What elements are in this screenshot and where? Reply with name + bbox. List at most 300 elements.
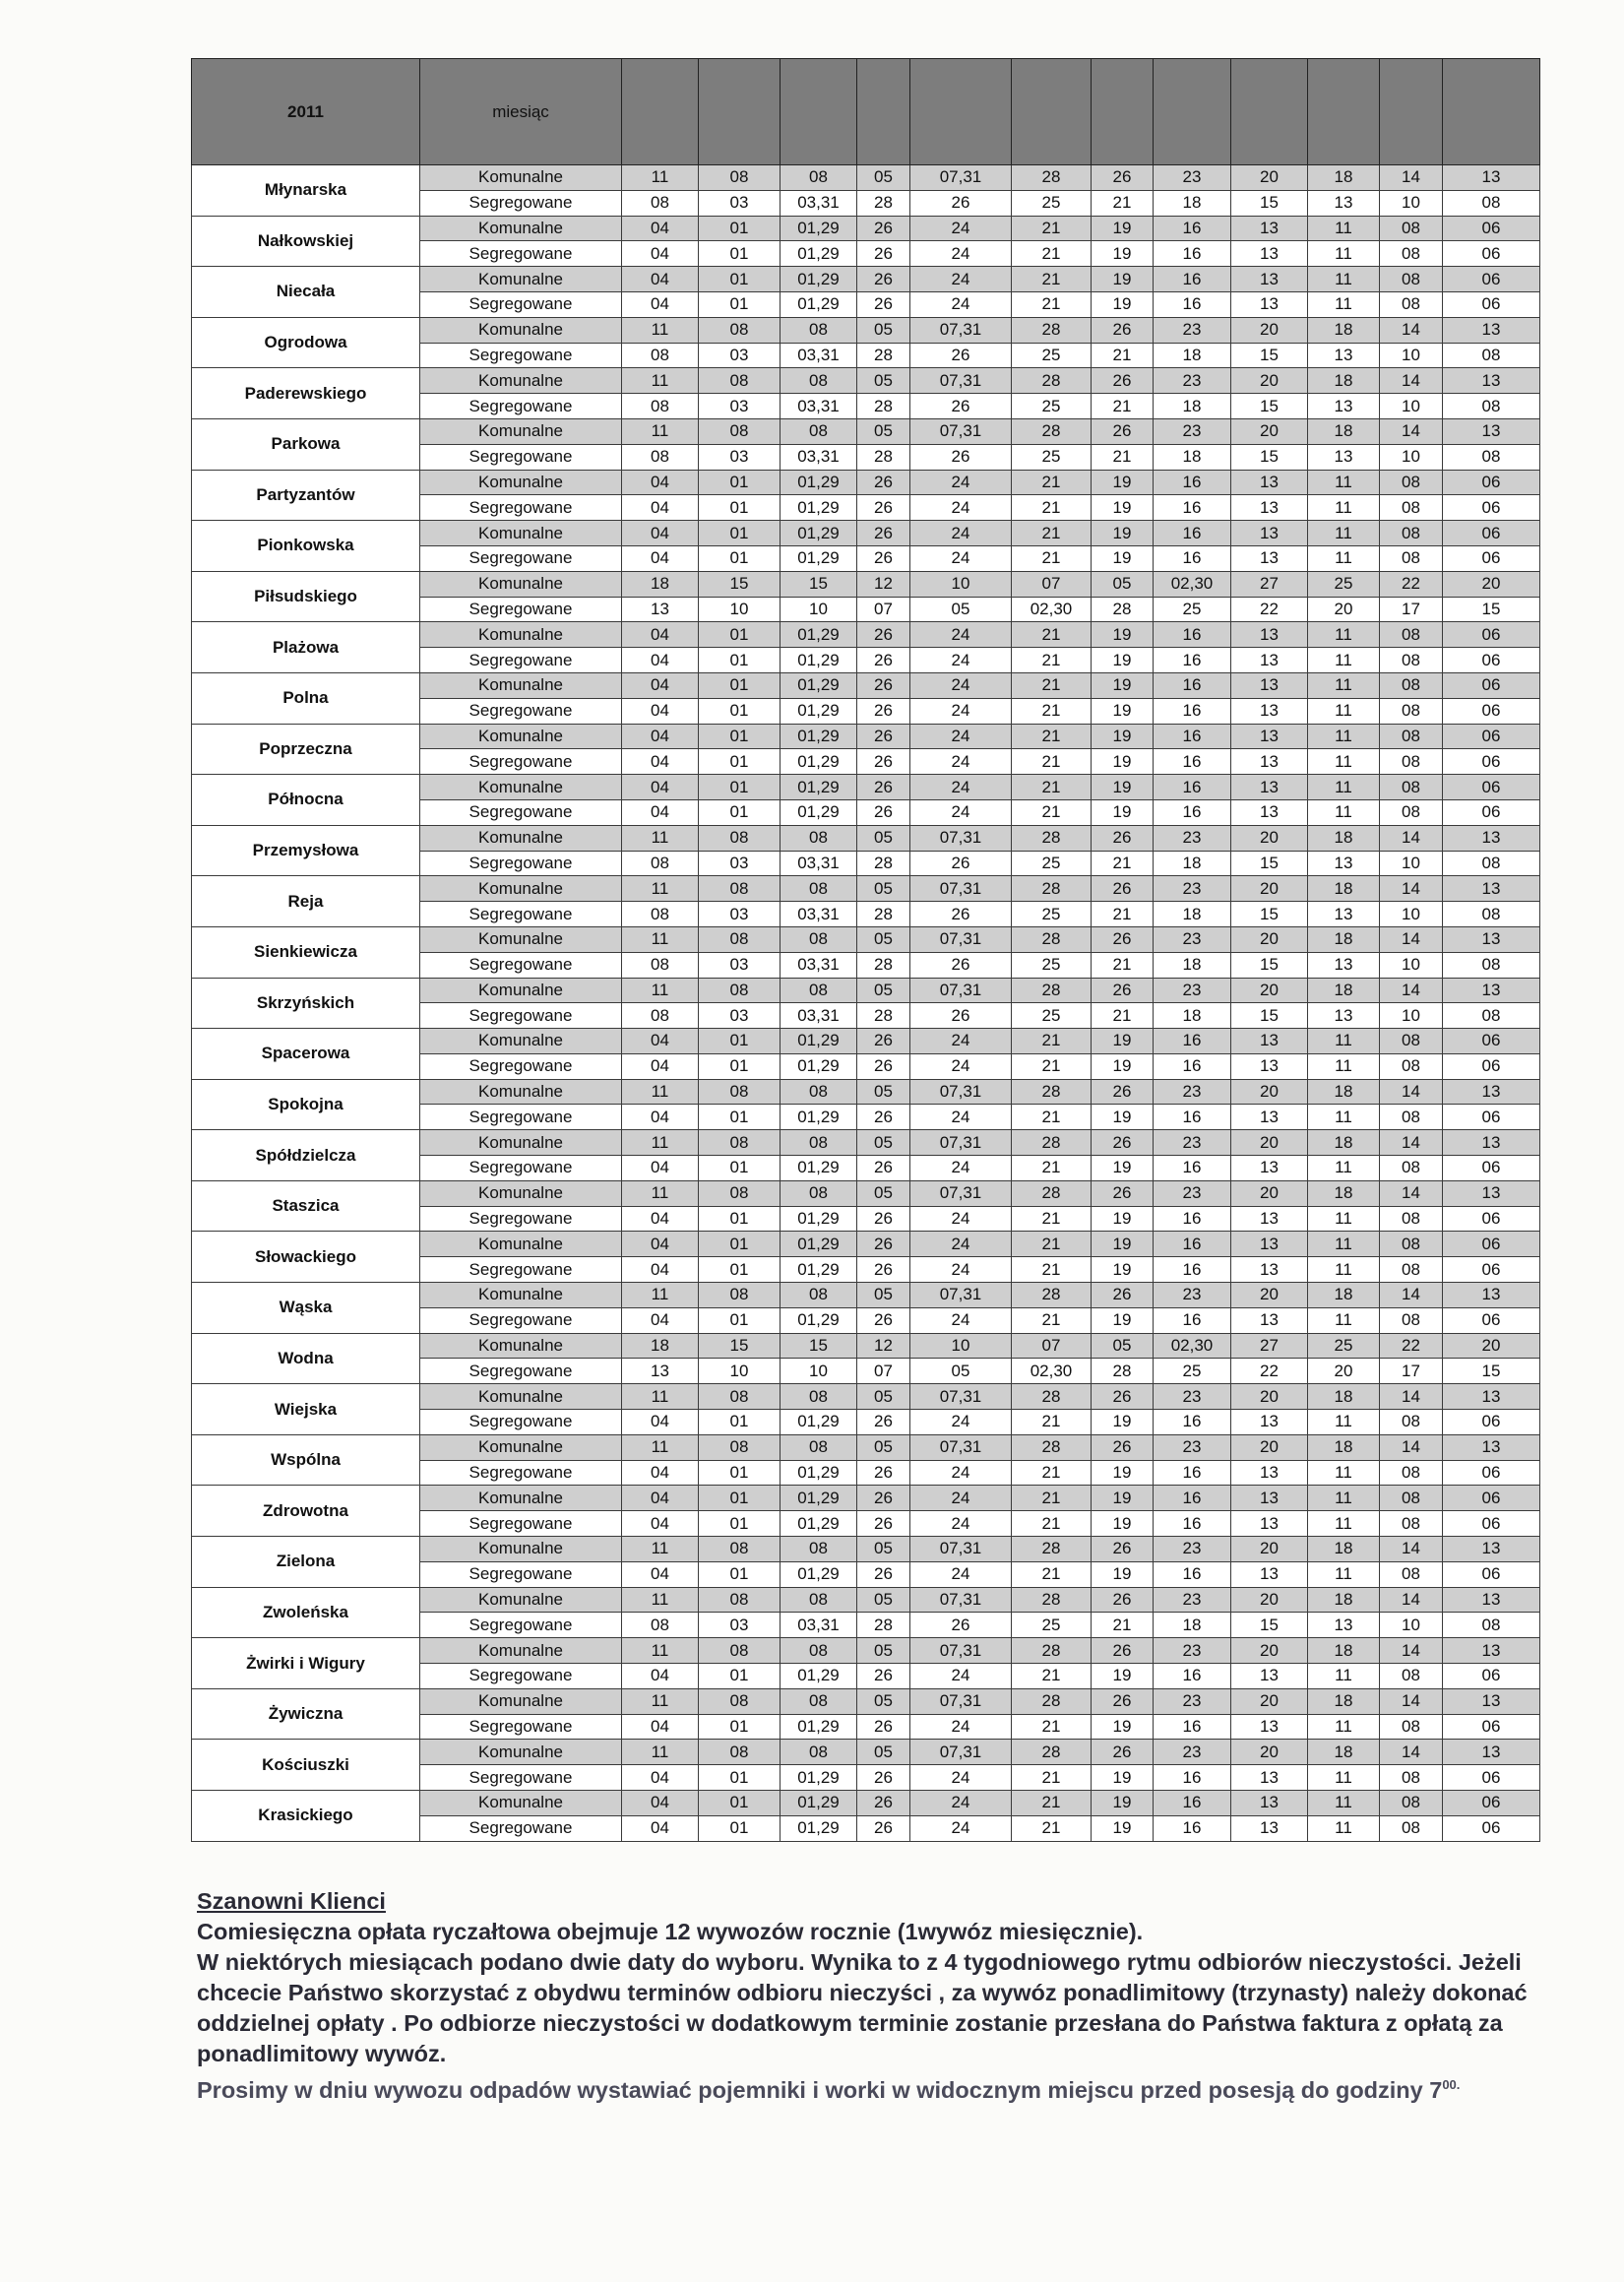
date-cell: 04 [622,495,699,521]
date-cell: 07,31 [910,825,1012,851]
date-cell: 18 [1308,978,1380,1003]
date-cell: 07,31 [910,1587,1012,1613]
month-header-cell [781,59,857,165]
type-komunalne: Komunalne [420,571,622,597]
date-cell: 23 [1154,1130,1231,1156]
date-cell: 07,31 [910,1180,1012,1206]
type-segregowane: Segregowane [420,1053,622,1079]
date-cell: 11 [1308,648,1380,673]
date-cell: 06 [1443,545,1540,571]
date-cell: 21 [1012,521,1092,546]
date-cell: 26 [910,394,1012,419]
date-cell: 13 [1443,1130,1540,1156]
date-cell: 08 [699,165,781,191]
date-cell: 24 [910,1105,1012,1130]
date-cell: 05 [857,1079,910,1105]
date-cell: 18 [1308,926,1380,952]
date-cell: 16 [1154,648,1231,673]
month-header-cell [1443,59,1540,165]
date-cell: 01,29 [781,799,857,825]
date-cell: 13 [1231,1765,1308,1791]
date-cell: 18 [1308,418,1380,444]
date-cell: 01,29 [781,545,857,571]
date-cell: 01,29 [781,1791,857,1816]
date-cell: 04 [622,545,699,571]
date-cell: 04 [622,775,699,800]
date-cell: 21 [1012,1232,1092,1257]
date-cell: 06 [1443,1156,1540,1181]
table-body [192,59,1540,1842]
date-cell: 28 [857,444,910,470]
date-cell: 26 [1092,1079,1154,1105]
date-cell: 26 [910,1613,1012,1638]
date-cell: 13 [1308,190,1380,216]
date-cell: 20 [1231,876,1308,902]
date-cell: 28 [1012,1384,1092,1410]
date-cell: 04 [622,1791,699,1816]
date-cell: 01 [699,1257,781,1283]
date-cell: 22 [1231,1359,1308,1384]
date-cell: 28 [1012,926,1092,952]
date-cell: 08 [1380,1257,1443,1283]
date-cell: 04 [622,1486,699,1511]
date-cell: 26 [857,1307,910,1333]
date-cell: 28 [1012,1434,1092,1460]
date-cell: 01 [699,724,781,749]
date-cell: 20 [1231,1180,1308,1206]
date-cell: 07,31 [910,926,1012,952]
date-cell: 02,30 [1012,1359,1092,1384]
date-cell: 15 [1231,1003,1308,1029]
date-cell: 01,29 [781,1765,857,1791]
date-cell: 13 [1231,749,1308,775]
date-cell: 20 [1308,597,1380,622]
date-cell: 24 [910,470,1012,495]
date-cell: 14 [1380,418,1443,444]
date-cell: 23 [1154,165,1231,191]
date-cell: 24 [910,241,1012,267]
date-cell: 03 [699,952,781,978]
date-cell: 06 [1443,1410,1540,1435]
date-cell: 08 [622,851,699,876]
date-cell: 13 [1443,876,1540,902]
date-cell: 21 [1012,799,1092,825]
date-cell: 11 [1308,1664,1380,1689]
date-cell: 04 [622,1257,699,1283]
date-cell: 26 [1092,1688,1154,1714]
date-cell: 24 [910,1460,1012,1486]
date-cell: 24 [910,1307,1012,1333]
street-name: Piłsudskiego [192,571,420,622]
type-komunalne: Komunalne [420,1130,622,1156]
date-cell: 24 [910,267,1012,292]
date-cell: 04 [622,291,699,317]
date-cell: 08 [699,317,781,343]
date-cell: 08 [699,926,781,952]
street-name: Sienkiewicza [192,926,420,978]
date-cell: 01 [699,1765,781,1791]
date-cell: 08 [1380,216,1443,241]
date-cell: 08 [781,978,857,1003]
date-cell: 26 [910,343,1012,368]
date-cell: 05 [1092,1333,1154,1359]
date-cell: 28 [1012,1180,1092,1206]
date-cell: 07 [857,597,910,622]
date-cell: 28 [1012,1688,1092,1714]
date-cell: 04 [622,1460,699,1486]
date-cell: 26 [857,1714,910,1740]
date-cell: 22 [1231,597,1308,622]
table-row [192,1638,1540,1664]
date-cell: 06 [1443,698,1540,724]
type-komunalne: Komunalne [420,978,622,1003]
date-cell: 21 [1012,1815,1092,1841]
table-row [192,825,1540,851]
date-cell: 07,31 [910,1688,1012,1714]
date-cell: 13 [1231,241,1308,267]
date-cell: 17 [1380,597,1443,622]
date-cell: 26 [857,1053,910,1079]
date-cell: 26 [857,1486,910,1511]
date-cell: 19 [1092,521,1154,546]
date-cell: 13 [1443,165,1540,191]
table-row [192,216,1540,241]
street-name: Kościuszki [192,1740,420,1791]
date-cell: 11 [1308,545,1380,571]
date-cell: 19 [1092,470,1154,495]
date-cell: 07,31 [910,1638,1012,1664]
date-cell: 14 [1380,1688,1443,1714]
date-cell: 19 [1092,1486,1154,1511]
date-cell: 23 [1154,1740,1231,1765]
date-cell: 11 [622,926,699,952]
date-cell: 01,29 [781,1561,857,1587]
date-cell: 16 [1154,1053,1231,1079]
date-cell: 10 [910,1333,1012,1359]
date-cell: 10 [1380,1003,1443,1029]
date-cell: 14 [1380,1740,1443,1765]
date-cell: 01,29 [781,1511,857,1537]
date-cell: 21 [1012,698,1092,724]
date-cell: 08 [1443,902,1540,927]
type-komunalne: Komunalne [420,1638,622,1664]
table-row [192,1130,1540,1156]
date-cell: 08 [781,1638,857,1664]
type-segregowane: Segregowane [420,545,622,571]
date-cell: 23 [1154,1079,1231,1105]
date-cell: 13 [1231,1460,1308,1486]
type-segregowane: Segregowane [420,1307,622,1333]
date-cell: 13 [1231,1511,1308,1537]
date-cell: 11 [1308,672,1380,698]
date-cell: 06 [1443,749,1540,775]
date-cell: 13 [1231,216,1308,241]
date-cell: 01 [699,749,781,775]
date-cell: 01 [699,495,781,521]
date-cell: 19 [1092,799,1154,825]
date-cell: 19 [1092,216,1154,241]
date-cell: 11 [622,1638,699,1664]
date-cell: 08 [1380,1664,1443,1689]
date-cell: 08 [1443,343,1540,368]
date-cell: 13 [1443,1283,1540,1308]
date-cell: 26 [857,495,910,521]
date-cell: 19 [1092,1791,1154,1816]
date-cell: 12 [857,1333,910,1359]
date-cell: 16 [1154,1232,1231,1257]
date-cell: 06 [1443,495,1540,521]
date-cell: 06 [1443,622,1540,648]
date-cell: 13 [1308,394,1380,419]
date-cell: 14 [1380,926,1443,952]
date-cell: 24 [910,545,1012,571]
date-cell: 07,31 [910,978,1012,1003]
date-cell: 24 [910,1511,1012,1537]
date-cell: 08 [781,1079,857,1105]
date-cell: 16 [1154,521,1231,546]
date-cell: 28 [1012,825,1092,851]
date-cell: 13 [1443,1638,1540,1664]
date-cell: 18 [1308,1180,1380,1206]
date-cell: 11 [622,368,699,394]
date-cell: 04 [622,1815,699,1841]
date-cell: 01 [699,1815,781,1841]
date-cell: 21 [1012,1206,1092,1232]
month-header-cell [1012,59,1092,165]
date-cell: 01 [699,799,781,825]
type-komunalne: Komunalne [420,1079,622,1105]
date-cell: 16 [1154,267,1231,292]
date-cell: 26 [857,672,910,698]
type-komunalne: Komunalne [420,1791,622,1816]
date-cell: 08 [1380,1410,1443,1435]
date-cell: 08 [1380,267,1443,292]
table-row [192,978,1540,1003]
date-cell: 05 [857,1283,910,1308]
date-cell: 22 [1380,1333,1443,1359]
date-cell: 04 [622,267,699,292]
notice-line-1: Comiesięczna opłata ryczałtowa obejmuje 12 wywozów rocznie (1wywóz miesięcznie). [197,1919,1144,1944]
date-cell: 24 [910,1714,1012,1740]
type-segregowane: Segregowane [420,444,622,470]
date-cell: 18 [622,571,699,597]
date-cell: 16 [1154,291,1231,317]
date-cell: 11 [1308,1561,1380,1587]
street-name: Wspólna [192,1434,420,1486]
date-cell: 08 [699,1740,781,1765]
date-cell: 13 [1443,317,1540,343]
date-cell: 26 [857,622,910,648]
date-cell: 11 [622,317,699,343]
date-cell: 26 [857,1029,910,1054]
date-cell: 13 [622,1359,699,1384]
table-row [192,1283,1540,1308]
date-cell: 08 [781,1537,857,1562]
date-cell: 04 [622,1765,699,1791]
date-cell: 13 [1443,1180,1540,1206]
date-cell: 18 [1308,1688,1380,1714]
date-cell: 11 [1308,1105,1380,1130]
table-row [192,622,1540,648]
date-cell: 06 [1443,648,1540,673]
date-cell: 11 [1308,470,1380,495]
type-komunalne: Komunalne [420,1688,622,1714]
date-cell: 07,31 [910,418,1012,444]
type-segregowane: Segregowane [420,799,622,825]
street-name: Polna [192,672,420,724]
date-cell: 19 [1092,749,1154,775]
date-cell: 08 [781,825,857,851]
month-label: miesiąc [420,59,622,165]
street-name: Zielona [192,1537,420,1588]
street-name: Skrzyńskich [192,978,420,1029]
date-cell: 07 [1012,1333,1092,1359]
date-cell: 26 [1092,1384,1154,1410]
date-cell: 08 [781,1283,857,1308]
type-segregowane: Segregowane [420,902,622,927]
date-cell: 13 [1231,1561,1308,1587]
type-komunalne: Komunalne [420,1740,622,1765]
date-cell: 17 [1380,1359,1443,1384]
date-cell: 25 [1012,1613,1092,1638]
date-cell: 24 [910,698,1012,724]
date-cell: 01 [699,291,781,317]
month-header-cell [1231,59,1308,165]
date-cell: 11 [1308,521,1380,546]
date-cell: 28 [1012,418,1092,444]
date-cell: 23 [1154,1434,1231,1460]
date-cell: 01 [699,648,781,673]
date-cell: 08 [781,876,857,902]
date-cell: 11 [622,418,699,444]
street-name: Przemysłowa [192,825,420,876]
date-cell: 11 [622,1384,699,1410]
date-cell: 20 [1443,571,1540,597]
date-cell: 08 [1380,1714,1443,1740]
date-cell: 01,29 [781,1029,857,1054]
date-cell: 06 [1443,1307,1540,1333]
date-cell: 04 [622,698,699,724]
date-cell: 10 [1380,394,1443,419]
date-cell: 11 [1308,241,1380,267]
date-cell: 01,29 [781,495,857,521]
date-cell: 08 [1380,470,1443,495]
type-segregowane: Segregowane [420,1714,622,1740]
date-cell: 13 [1443,1434,1540,1460]
date-cell: 08 [781,1384,857,1410]
date-cell: 13 [1231,648,1308,673]
date-cell: 18 [1154,394,1231,419]
date-cell: 28 [857,952,910,978]
date-cell: 07,31 [910,1537,1012,1562]
date-cell: 10 [1380,902,1443,927]
date-cell: 20 [1231,418,1308,444]
date-cell: 08 [1380,1029,1443,1054]
date-cell: 26 [1092,1434,1154,1460]
date-cell: 26 [857,216,910,241]
date-cell: 19 [1092,1307,1154,1333]
date-cell: 26 [1092,165,1154,191]
type-segregowane: Segregowane [420,1206,622,1232]
date-cell: 01 [699,545,781,571]
date-cell: 04 [622,1156,699,1181]
date-cell: 06 [1443,1232,1540,1257]
date-cell: 11 [1308,1460,1380,1486]
date-cell: 08 [1380,291,1443,317]
street-name: Spółdzielcza [192,1130,420,1181]
date-cell: 27 [1231,571,1308,597]
date-cell: 03,31 [781,343,857,368]
date-cell: 21 [1012,622,1092,648]
date-cell: 13 [1231,1232,1308,1257]
date-cell: 01,29 [781,724,857,749]
date-cell: 08 [699,418,781,444]
type-segregowane: Segregowane [420,291,622,317]
date-cell: 04 [622,1410,699,1435]
street-name: Zdrowotna [192,1486,420,1537]
date-cell: 26 [857,1791,910,1816]
date-cell: 18 [1308,876,1380,902]
date-cell: 19 [1092,1156,1154,1181]
date-cell: 11 [622,1688,699,1714]
date-cell: 06 [1443,799,1540,825]
date-cell: 07,31 [910,1740,1012,1765]
date-cell: 08 [781,1587,857,1613]
date-cell: 06 [1443,1257,1540,1283]
date-cell: 04 [622,672,699,698]
date-cell: 13 [1308,343,1380,368]
date-cell: 11 [1308,749,1380,775]
date-cell: 01 [699,1664,781,1689]
type-segregowane: Segregowane [420,1410,622,1435]
date-cell: 08 [622,394,699,419]
date-cell: 02,30 [1154,571,1231,597]
date-cell: 01 [699,470,781,495]
date-cell: 13 [1231,1029,1308,1054]
date-cell: 19 [1092,1460,1154,1486]
date-cell: 11 [1308,1257,1380,1283]
type-segregowane: Segregowane [420,1511,622,1537]
header-row [192,59,1540,165]
date-cell: 05 [857,1130,910,1156]
date-cell: 24 [910,1053,1012,1079]
date-cell: 23 [1154,418,1231,444]
table-row [192,267,1540,292]
date-cell: 19 [1092,241,1154,267]
date-cell: 11 [622,1740,699,1765]
date-cell: 08 [699,1638,781,1664]
date-cell: 28 [1012,1079,1092,1105]
date-cell: 06 [1443,1791,1540,1816]
date-cell: 21 [1012,1307,1092,1333]
date-cell: 21 [1012,1791,1092,1816]
date-cell: 13 [1231,775,1308,800]
date-cell: 08 [1380,724,1443,749]
date-cell: 19 [1092,698,1154,724]
date-cell: 08 [1380,672,1443,698]
date-cell: 15 [1231,851,1308,876]
date-cell: 02,30 [1154,1333,1231,1359]
date-cell: 24 [910,1791,1012,1816]
date-cell: 04 [622,799,699,825]
type-komunalne: Komunalne [420,216,622,241]
date-cell: 26 [1092,418,1154,444]
date-cell: 08 [699,1130,781,1156]
date-cell: 11 [1308,698,1380,724]
date-cell: 16 [1154,1511,1231,1537]
street-name: Reja [192,876,420,927]
date-cell: 26 [910,902,1012,927]
